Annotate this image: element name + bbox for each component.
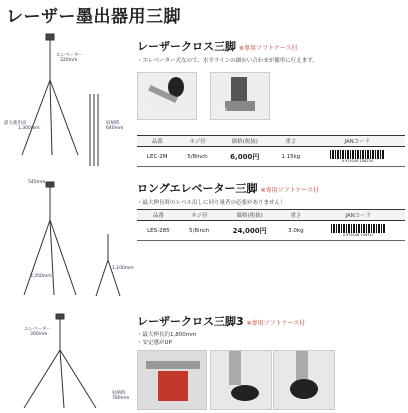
tripod-illustration-3 — [10, 310, 120, 408]
tripod-closed-illustration-2 — [88, 230, 128, 300]
feature-text: ・安定感がUP — [137, 340, 172, 346]
barcode-icon — [330, 150, 384, 159]
spec-table-1 — [137, 135, 405, 167]
table-row: LEC-2M 5/8inch 6,000円 1.15kg 4 974108 156234 — [137, 147, 405, 167]
section-title: ロングエレベーター三脚 ※専用ソフトケース付 — [137, 182, 320, 195]
col-screw: ネジ径 — [177, 136, 217, 147]
elevator-label: エレベーター — [24, 327, 51, 332]
section-title: レーザークロス三脚3 ※専用ソフトケース付 — [137, 315, 306, 328]
max-height: 1,300mm — [18, 126, 40, 131]
table-row: LES-285 5/8inch 24,000円 3.0kg 4 974108 156357 — [137, 221, 405, 241]
closed-length: 640mm — [106, 126, 124, 131]
page-title: レーザー墨出器用三脚 — [6, 7, 181, 27]
soft-case-note: ※専用ソフトケース付 — [246, 320, 306, 327]
nut-photo: ナット — [137, 72, 197, 120]
max-height-label: 最大使用高 — [4, 121, 27, 126]
closed-label: 収納時 — [112, 391, 126, 396]
elevator-label: エレベーター — [56, 53, 83, 58]
col-screw: ネジ径 — [180, 210, 219, 221]
col-price: 価格(税抜) — [219, 210, 280, 221]
soft-case-note: ※専用ソフトケース付 — [239, 45, 298, 52]
soft-case-note: ※専用ソフトケース付 — [260, 187, 320, 194]
col-price: 価格(税抜) — [218, 136, 272, 147]
closed-length: 1,100mm — [112, 266, 134, 271]
elevator-length: 540mm — [28, 180, 46, 185]
closed-label: 収納時 — [106, 121, 120, 126]
elevator-length: 300mm — [30, 332, 48, 337]
foot-photo-1 — [210, 350, 272, 410]
feature-text: ・エレベーター式なので、水平ラインの細かい合わせが簡単に行えます。 — [137, 58, 318, 64]
col-weight: 重さ — [280, 210, 311, 221]
barcode-icon — [331, 224, 385, 233]
col-weight: 重さ — [272, 136, 310, 147]
col-jan: JANコード — [312, 210, 405, 221]
tripod-head-photo — [137, 350, 207, 410]
col-jan: JANコード — [310, 136, 405, 147]
section-title: レーザークロス三脚 ※専用ソフトケース付 — [137, 40, 298, 53]
feature-text: ・最大伸長約1,800mm — [137, 332, 197, 338]
col-product-code: 品番 — [137, 136, 177, 147]
max-height: 2,350mm — [30, 274, 52, 279]
foot-photo-2 — [273, 350, 335, 410]
closed-length: 780mm — [112, 396, 130, 401]
spec-table-2 — [137, 209, 405, 241]
col-product-code: 品番 — [137, 210, 180, 221]
screw-photo: ネジ部 — [210, 72, 270, 120]
elevator-length: 320mm — [60, 58, 78, 63]
feature-text: ・最大伸長時のレベル出しに回り量者の必要がありません！ — [137, 200, 286, 206]
